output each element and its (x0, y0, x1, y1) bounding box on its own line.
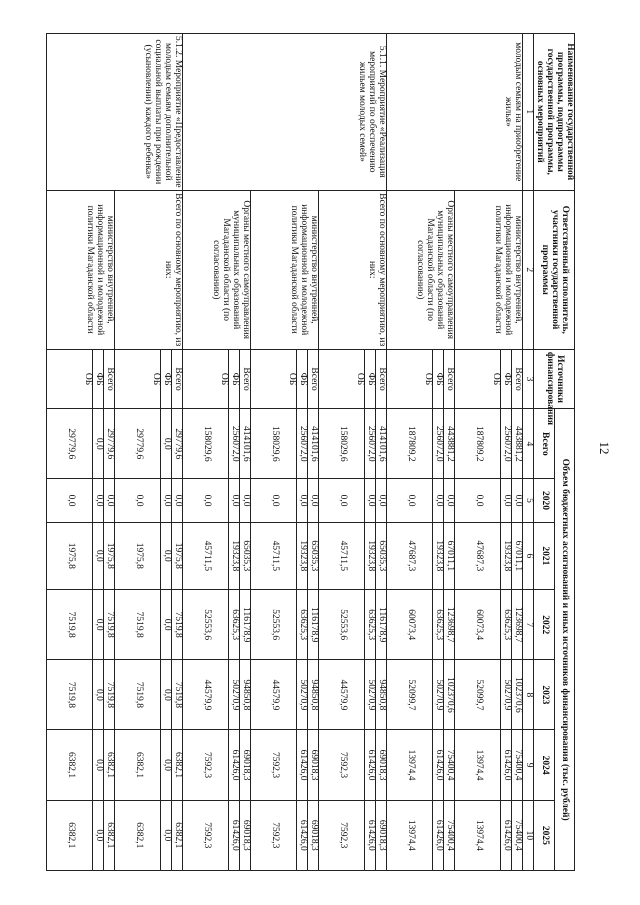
value-year: 69018,3 (308, 730, 319, 800)
header-year: 2021 (534, 522, 554, 589)
page-number: 12 (597, 441, 612, 455)
value-year: 13974,4 (387, 730, 433, 800)
value-year: 116178,9 (308, 590, 319, 660)
row-source: Всего (104, 349, 115, 408)
value-total: 187809,2 (387, 409, 433, 479)
row-source: ОБ (251, 349, 297, 408)
value-year: 63625,3 (433, 590, 444, 660)
value-year: 0,0 (172, 479, 183, 522)
value-year: 19323,8 (501, 522, 512, 589)
financing-table (46, 33, 575, 871)
row-program-name: 5.1.1. Мероприятие «Реализация мероприятий по обеспечению жильем молодых семей» (183, 34, 387, 191)
header-funding-group: Объем бюджетных ассигнований и иных источников финансирования (тыс. рублей) (554, 409, 574, 871)
value-year: 0,0 (115, 479, 161, 522)
column-index-cell: 2 (523, 190, 534, 349)
row-source: Всего (512, 349, 523, 408)
value-year: 45711,5 (319, 522, 365, 589)
row-executor: министерство внутренней, информационной и молодежной политики Магаданской области (455, 190, 523, 349)
value-year: 7592,3 (319, 730, 365, 800)
value-year: 116178,9 (376, 590, 387, 660)
row-source: Всего (240, 349, 251, 408)
value-year: 13974,4 (387, 800, 433, 870)
value-year: 0,0 (501, 479, 512, 522)
header-total: Всего (534, 409, 554, 479)
value-year: 0,0 (93, 660, 104, 730)
value-year: 61426,0 (433, 730, 444, 800)
value-total: 29779,6 (47, 409, 93, 479)
value-year: 0,0 (229, 479, 240, 522)
value-year: 61426,0 (365, 800, 376, 870)
value-total: 158029,6 (183, 409, 229, 479)
value-year: 61426,0 (229, 730, 240, 800)
value-year: 50270,9 (297, 660, 308, 730)
value-year: 7592,3 (183, 800, 229, 870)
header-year: 2024 (534, 730, 554, 800)
column-index-cell: 7 (523, 590, 534, 660)
value-year: 6382,1 (115, 800, 161, 870)
value-year: 116178,9 (240, 590, 251, 660)
value-year: 0,0 (308, 479, 319, 522)
value-year: 102370,6 (444, 660, 455, 730)
row-source: Всего (376, 349, 387, 408)
value-total: 158029,6 (319, 409, 365, 479)
value-year: 123698,7 (512, 590, 523, 660)
value-year: 67011,1 (444, 522, 455, 589)
row-source: ФБ (229, 349, 240, 408)
value-year: 7519,8 (172, 660, 183, 730)
value-year: 0,0 (251, 479, 297, 522)
value-total: 29779,6 (115, 409, 161, 479)
value-year: 7519,8 (115, 590, 161, 660)
value-year: 0,0 (93, 479, 104, 522)
value-year: 52099,7 (387, 660, 433, 730)
value-year: 44579,9 (251, 660, 297, 730)
row-executor: министерство внутренней, информационной и молодежной политики Магаданской области (251, 190, 319, 349)
value-year: 94850,8 (240, 660, 251, 730)
value-year: 7519,8 (104, 590, 115, 660)
value-year: 65035,3 (240, 522, 251, 589)
value-year: 63625,3 (229, 590, 240, 660)
row-source: ФБ (297, 349, 308, 408)
value-total: 414101,6 (308, 409, 319, 479)
row-source: ОБ (115, 349, 161, 408)
value-year: 52553,6 (251, 590, 297, 660)
value-year: 7592,3 (319, 800, 365, 870)
value-year: 19323,8 (297, 522, 308, 589)
value-year: 61426,0 (501, 800, 512, 870)
value-year: 7519,8 (104, 660, 115, 730)
value-year: 47687,3 (387, 522, 433, 589)
value-year: 0,0 (161, 660, 172, 730)
value-year: 45711,5 (183, 522, 229, 589)
value-year: 65035,3 (376, 522, 387, 589)
value-total: 414101,6 (240, 409, 251, 479)
value-total: 256072,0 (433, 409, 444, 479)
value-total: 414101,6 (376, 409, 387, 479)
value-year: 75400,4 (444, 730, 455, 800)
row-source: ОБ (47, 349, 93, 408)
value-year: 6382,1 (104, 800, 115, 870)
value-year: 69018,3 (376, 730, 387, 800)
value-year: 61426,0 (297, 800, 308, 870)
value-year: 61426,0 (229, 800, 240, 870)
value-year: 6382,1 (47, 800, 93, 870)
value-year: 7592,3 (183, 730, 229, 800)
value-year: 75400,4 (512, 730, 523, 800)
value-year: 63625,3 (501, 590, 512, 660)
value-year: 63625,3 (297, 590, 308, 660)
value-year: 0,0 (455, 479, 501, 522)
value-year: 7519,8 (172, 590, 183, 660)
value-year: 7592,3 (251, 730, 297, 800)
value-year: 0,0 (512, 479, 523, 522)
rotated-table-container (65, 33, 575, 871)
value-total: 0,0 (161, 409, 172, 479)
column-index-cell: 8 (523, 660, 534, 730)
value-year: 6382,1 (47, 730, 93, 800)
value-year: 75400,4 (512, 800, 523, 870)
value-year: 47687,3 (455, 522, 501, 589)
value-total: 187809,2 (455, 409, 501, 479)
value-year: 94850,8 (308, 660, 319, 730)
value-year: 7592,3 (251, 800, 297, 870)
value-year: 63625,3 (365, 590, 376, 660)
row-source: ФБ (161, 349, 172, 408)
row-executor: Органы местного самоуправления муниципальных образований Магаданской области (по согласованию) (387, 190, 455, 349)
value-year: 45711,5 (251, 522, 297, 589)
value-year: 19323,8 (433, 522, 444, 589)
value-year: 61426,0 (433, 800, 444, 870)
value-year: 6382,1 (172, 800, 183, 870)
value-total: 256072,0 (365, 409, 376, 479)
row-source: ФБ (365, 349, 376, 408)
value-total: 29779,6 (104, 409, 115, 479)
value-year: 0,0 (444, 479, 455, 522)
header-executor: Ответственный исполнитель, участники государственной программы (534, 190, 575, 349)
column-index-cell: 10 (523, 800, 534, 870)
value-year: 123698,7 (444, 590, 455, 660)
value-year: 1975,8 (172, 522, 183, 589)
value-year: 0,0 (319, 479, 365, 522)
value-year: 50270,9 (365, 660, 376, 730)
value-total: 158029,6 (251, 409, 297, 479)
column-index-cell: 1 (523, 34, 534, 191)
value-year: 0,0 (161, 522, 172, 589)
value-year: 50270,9 (501, 660, 512, 730)
value-year: 0,0 (93, 800, 104, 870)
value-year: 0,0 (387, 479, 433, 522)
row-source: Всего (444, 349, 455, 408)
value-year: 0,0 (93, 590, 104, 660)
column-index-cell: 5 (523, 479, 534, 522)
row-source: ФБ (93, 349, 104, 408)
value-year: 75400,4 (444, 800, 455, 870)
table-row (172, 34, 183, 871)
value-year: 0,0 (161, 800, 172, 870)
value-year: 0,0 (433, 479, 444, 522)
value-year: 13974,4 (455, 730, 501, 800)
column-index-row (523, 34, 534, 871)
value-year: 0,0 (104, 479, 115, 522)
row-executor: Всего по основному мероприятию, из них: (115, 190, 183, 349)
column-index-cell: 9 (523, 730, 534, 800)
row-program-name: молодым семьям на приобретение жилья» (387, 34, 523, 191)
value-total: 256072,0 (229, 409, 240, 479)
value-year: 61426,0 (365, 730, 376, 800)
value-total: 256072,0 (501, 409, 512, 479)
value-total: 0,0 (93, 409, 104, 479)
row-source: Всего (172, 349, 183, 408)
value-year: 7519,8 (47, 660, 93, 730)
table-row (376, 34, 387, 871)
value-year: 0,0 (161, 590, 172, 660)
row-executor: Всего по основному мероприятию, из них: (319, 190, 387, 349)
value-year: 52099,7 (455, 660, 501, 730)
value-year: 1975,8 (115, 522, 161, 589)
value-year: 13974,4 (455, 800, 501, 870)
header-year: 2023 (534, 660, 554, 730)
value-year: 1975,8 (47, 522, 93, 589)
value-year: 102370,6 (512, 660, 523, 730)
value-year: 6382,1 (115, 730, 161, 800)
value-year: 44579,9 (183, 660, 229, 730)
value-total: 256072,0 (297, 409, 308, 479)
row-executor: министерство внутренней, информационной и молодежной политики Магаданской области (47, 190, 115, 349)
header-year: 2025 (534, 800, 554, 870)
value-year: 94850,8 (376, 660, 387, 730)
value-year: 0,0 (376, 479, 387, 522)
value-year: 1975,8 (104, 522, 115, 589)
value-year: 69018,3 (308, 800, 319, 870)
column-index-cell: 6 (523, 522, 534, 589)
value-year: 0,0 (93, 522, 104, 589)
value-year: 50270,9 (433, 660, 444, 730)
value-year: 0,0 (93, 730, 104, 800)
value-year: 7519,8 (115, 660, 161, 730)
value-year: 0,0 (240, 479, 251, 522)
value-year: 52553,6 (319, 590, 365, 660)
value-year: 67011,1 (512, 522, 523, 589)
column-index-cell: 3 (523, 349, 534, 408)
value-total: 443881,2 (512, 409, 523, 479)
value-year: 65035,3 (308, 522, 319, 589)
row-source: ФБ (433, 349, 444, 408)
value-year: 69018,3 (240, 730, 251, 800)
value-year: 19323,8 (365, 522, 376, 589)
header-source: Источники финансирования (534, 349, 575, 408)
row-source: ОБ (455, 349, 501, 408)
value-year: 69018,3 (376, 800, 387, 870)
value-year: 0,0 (47, 479, 93, 522)
value-year: 52553,6 (183, 590, 229, 660)
value-year: 0,0 (297, 479, 308, 522)
row-source: ОБ (183, 349, 229, 408)
value-year: 60073,4 (387, 590, 433, 660)
row-source: ОБ (319, 349, 365, 408)
table-row (512, 34, 523, 871)
header-name: Наименование государственной программы, подпрограммы государственной программы, основных мероприятий (534, 34, 575, 191)
value-year: 60073,4 (455, 590, 501, 660)
value-year: 0,0 (365, 479, 376, 522)
row-source: ФБ (501, 349, 512, 408)
column-index-cell: 4 (523, 409, 534, 479)
value-year: 61426,0 (501, 730, 512, 800)
value-total: 29779,6 (172, 409, 183, 479)
value-year: 50270,9 (229, 660, 240, 730)
value-year: 0,0 (161, 730, 172, 800)
table-body (47, 34, 523, 871)
value-total: 443881,2 (444, 409, 455, 479)
value-year: 0,0 (183, 479, 229, 522)
value-year: 19323,8 (229, 522, 240, 589)
value-year: 61426,0 (297, 730, 308, 800)
value-year: 0,0 (161, 479, 172, 522)
value-year: 7519,8 (47, 590, 93, 660)
row-executor: Органы местного самоуправления муниципальных образований Магаданской области (по согласованию) (183, 190, 251, 349)
row-source: Всего (308, 349, 319, 408)
row-program-name: 5.1.2. Мероприятие «Предоставление молодым семьям дополнительной социальной выплаты при рождении (усыновлении) каждого ребенка» (47, 34, 183, 191)
value-year: 6382,1 (172, 730, 183, 800)
value-year: 44579,9 (319, 660, 365, 730)
value-year: 69018,3 (240, 800, 251, 870)
header-year: 2020 (534, 479, 554, 522)
header-year: 2022 (534, 590, 554, 660)
row-source: ОБ (387, 349, 433, 408)
table-header (523, 34, 575, 871)
value-year: 6382,1 (104, 730, 115, 800)
